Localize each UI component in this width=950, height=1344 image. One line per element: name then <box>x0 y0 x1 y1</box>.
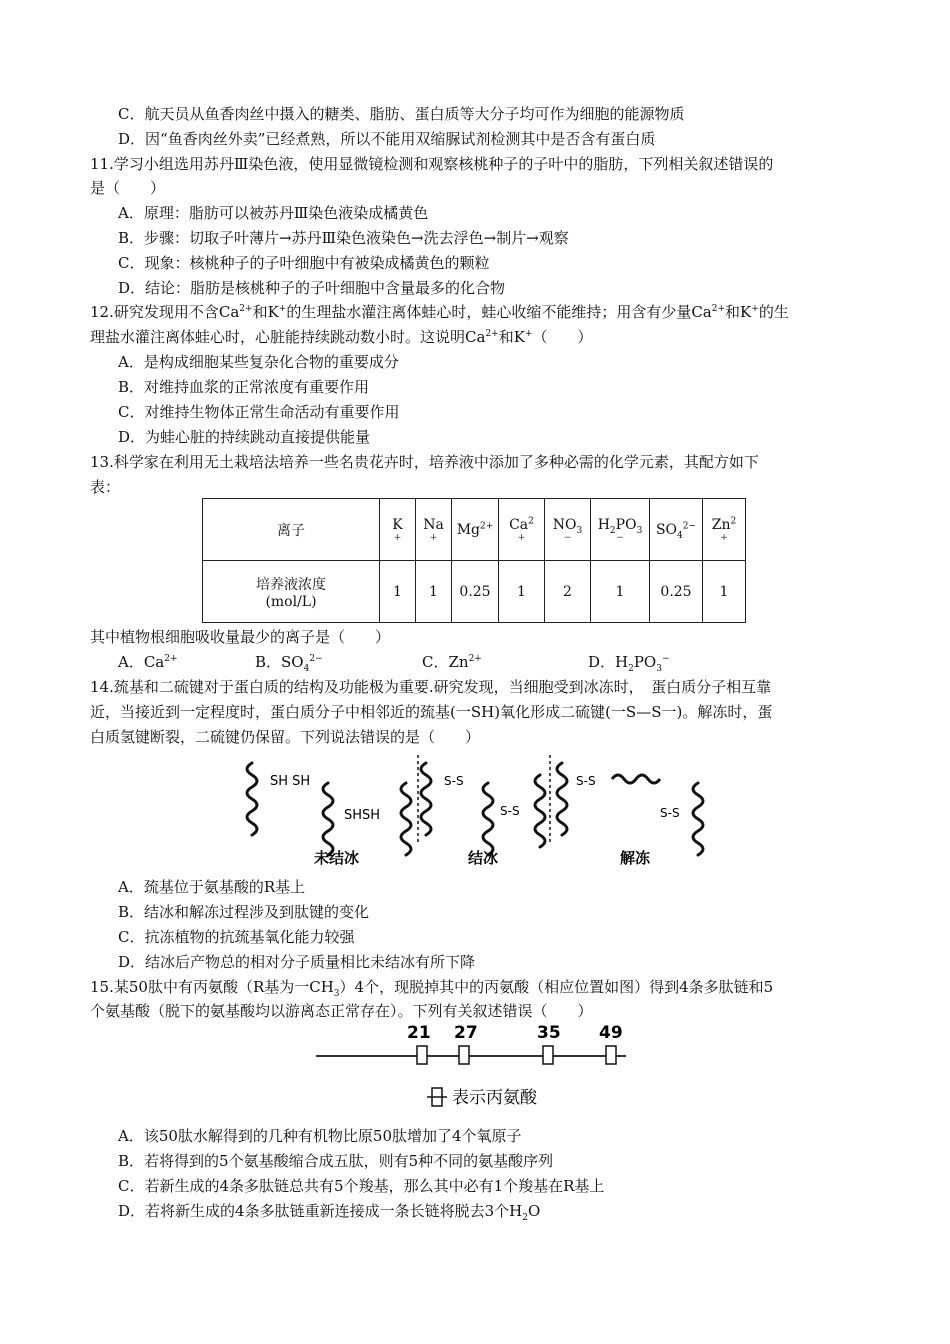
value-so4: 0.25 <box>650 561 703 623</box>
value-h2po3: 1 <box>591 561 650 623</box>
ion-ca: $Ca^2$ + <box>499 499 545 561</box>
q11-stem-line2: 是（ ） <box>90 179 166 197</box>
q11-option-a: A．原理：脂肪可以被苏丹Ⅲ染色液染成橘黄色 <box>118 204 429 222</box>
table-header-concentration: 培养液浓度 (mol/L) <box>203 561 380 623</box>
value-k: 1 <box>380 561 416 623</box>
protein-chain <box>483 783 493 855</box>
q15-option-c: C．若新生成的4条多肽链总共有5个羧基，那么其中必有1个羧基在R基上 <box>118 1177 605 1195</box>
q13-option-d: D．$H_2PO_3^-$ <box>588 653 670 674</box>
protein-chain <box>401 783 411 855</box>
q10-option-c: C．航天员从鱼香肉丝中摄入的糖类、脂肪、蛋白质等大分子均可作为细胞的能源物质 <box>118 105 685 123</box>
disulfide-label: S-S <box>576 774 596 788</box>
q12-option-b: B．对维持血浆的正常浓度有重要作用 <box>118 378 370 396</box>
label-frozen: 结冰 <box>468 849 499 867</box>
q14-stem-line3: 白质氢键断裂，二硫键仍保留。下列说法错误的是（ ） <box>90 728 481 746</box>
ion-concentration-table <box>202 498 746 623</box>
q12-option-d: D．为蛙心脏的持续跳动直接提供能量 <box>118 428 371 446</box>
protein-chain <box>247 763 257 835</box>
q11-option-c: C．现象：核桃种子的子叶细胞中有被染成橘黄色的颗粒 <box>118 254 490 272</box>
table-row-ions <box>203 499 746 561</box>
q13-question: 其中植物根细胞吸收量最少的离子是（ ） <box>90 628 391 646</box>
ion-mg: $Mg^{2+}$ <box>452 499 499 561</box>
protein-chain <box>421 763 431 835</box>
q12-option-a: A．是构成细胞某些复杂化合物的重要成分 <box>118 353 399 371</box>
disulfide-label: S-S <box>660 806 680 820</box>
ion-na: Na + <box>416 499 452 561</box>
q14-stem-line2: 近，当接近到一定程度时，蛋白质分子中相邻近的巯基(一SH)氧化形成二硫键(一S—S一)。解冻时，蛋 <box>90 703 773 721</box>
q13-stem-line2: 表： <box>90 478 121 496</box>
q12-stem-line2: 理盐水灌注离体蛙心时，心脏能持续跳动数小时。这说明$Ca^{2+}$和K+（ ） <box>90 328 593 346</box>
q13-option-b: B．$SO_4^{2-}$ <box>255 653 323 674</box>
q14-option-c: C．抗冻植物的抗巯基氧化能力较强 <box>118 928 355 946</box>
position-label: 49 <box>599 1023 623 1043</box>
alanine-marker <box>459 1046 469 1064</box>
protein-chain <box>535 775 545 847</box>
q15-option-d: D．若将新生成的4条多肽链重新连接成一条长链将脱去3个$H_2O$ <box>118 1202 541 1223</box>
disulfide-label: S-S <box>500 804 520 818</box>
protein-freezing-diagram <box>236 755 716 870</box>
q15-option-a: A．该50肽水解得到的几种有机物比原50肽增加了4个氧原子 <box>118 1127 522 1145</box>
alanine-marker <box>543 1046 553 1064</box>
q14-option-d: D．结冰后产物总的相对分子质量相比未结冰有所下降 <box>118 953 476 971</box>
disulfide-label: S-S <box>444 774 464 788</box>
alanine-marker <box>606 1046 616 1064</box>
q10-option-d: D．因“鱼香肉丝外卖”已经煮熟，所以不能用双缩脲试剂检测其中是否含有蛋白质 <box>118 130 656 148</box>
ion-no3: $NO_3$ − <box>545 499 591 561</box>
q15-stem-line1: 15.某50肽中有丙氨酸（R基为一$CH_3)4$个，现脱掉其中的丙氨酸（相应位置如图）得到4条多肽链和5 <box>90 978 774 999</box>
protein-chain <box>693 783 703 855</box>
sh-groups-label: SH SH <box>270 774 311 789</box>
q12-option-c: C．对维持生物体正常生命活动有重要作用 <box>118 403 400 421</box>
q14-option-b: B．结冰和解冻过程涉及到肽键的变化 <box>118 903 370 921</box>
label-thawed: 解冻 <box>620 849 651 867</box>
q15-stem-line2: 个氨基酸（脱下的氨基酸均以游离态正常存在）。下列有关叙述错误（ ） <box>90 1002 593 1020</box>
q12-stem-line1: 12.研究发现用不含$Ca^{2+}$和K+的生理盐水灌注离体蛙心时，蛙心收缩不能维持；用含有少量$Ca^{2+}$和K+的生 <box>90 303 789 321</box>
sh-groups-label: SHSH <box>344 808 381 823</box>
q13-option-a: A．$Ca^{2+}$ <box>118 653 178 671</box>
value-mg: 0.25 <box>452 561 499 623</box>
ion-k: K + <box>380 499 416 561</box>
protein-chain <box>557 763 567 835</box>
q14-stem-line1: 14.巯基和二硫键对于蛋白质的结构及功能极为重要.研究发现，当细胞受到冰冻时， 蛋白质分子相互靠 <box>90 678 772 696</box>
protein-chain <box>612 775 660 783</box>
ion-so4: $SO_4^{2-}$ <box>650 499 703 561</box>
q11-option-b: B．步骤：切取子叶薄片→苏丹Ⅲ染色液染色→洗去浮色→制片→观察 <box>118 229 569 247</box>
protein-chain <box>323 783 333 855</box>
value-ca: 1 <box>499 561 545 623</box>
value-no3: 2 <box>545 561 591 623</box>
position-label: 35 <box>537 1023 561 1043</box>
position-label: 27 <box>454 1023 478 1043</box>
table-header-ion: 离子 <box>203 499 380 561</box>
ion-zn: $Zn^2$ + <box>703 499 746 561</box>
value-na: 1 <box>416 561 452 623</box>
q11-option-d: D．结论：脂肪是核桃种子的子叶细胞中含量最多的化合物 <box>118 279 506 297</box>
q14-option-a: A．巯基位于氨基酸的R基上 <box>118 878 306 896</box>
value-zn: 1 <box>703 561 746 623</box>
q15-option-b: B．若将得到的5个氨基酸缩合成五肽，则有5种不同的氨基酸序列 <box>118 1152 554 1170</box>
table-row-values <box>203 561 746 623</box>
ion-h2po3: $H_2PO_3$ − <box>591 499 650 561</box>
label-unfrozen: 未结冰 <box>314 849 360 867</box>
alanine-marker <box>417 1046 427 1064</box>
position-label: 21 <box>407 1023 431 1043</box>
legend-text: 表示丙氨酸 <box>452 1088 537 1108</box>
q13-stem-line1: 13.科学家在利用无土栽培法培养一些名贵花卉时，培养液中添加了多种必需的化学元素，其配方如下 <box>90 453 759 471</box>
peptide-alanine-diagram <box>314 1018 634 1114</box>
q11-stem-line1: 11.学习小组选用苏丹Ⅲ染色液，使用显微镜检测和观察核桃种子的子叶中的脂肪，下列相关叙述错误的 <box>90 155 774 173</box>
q13-option-c: C．$Zn^{2+}$ <box>422 653 482 671</box>
